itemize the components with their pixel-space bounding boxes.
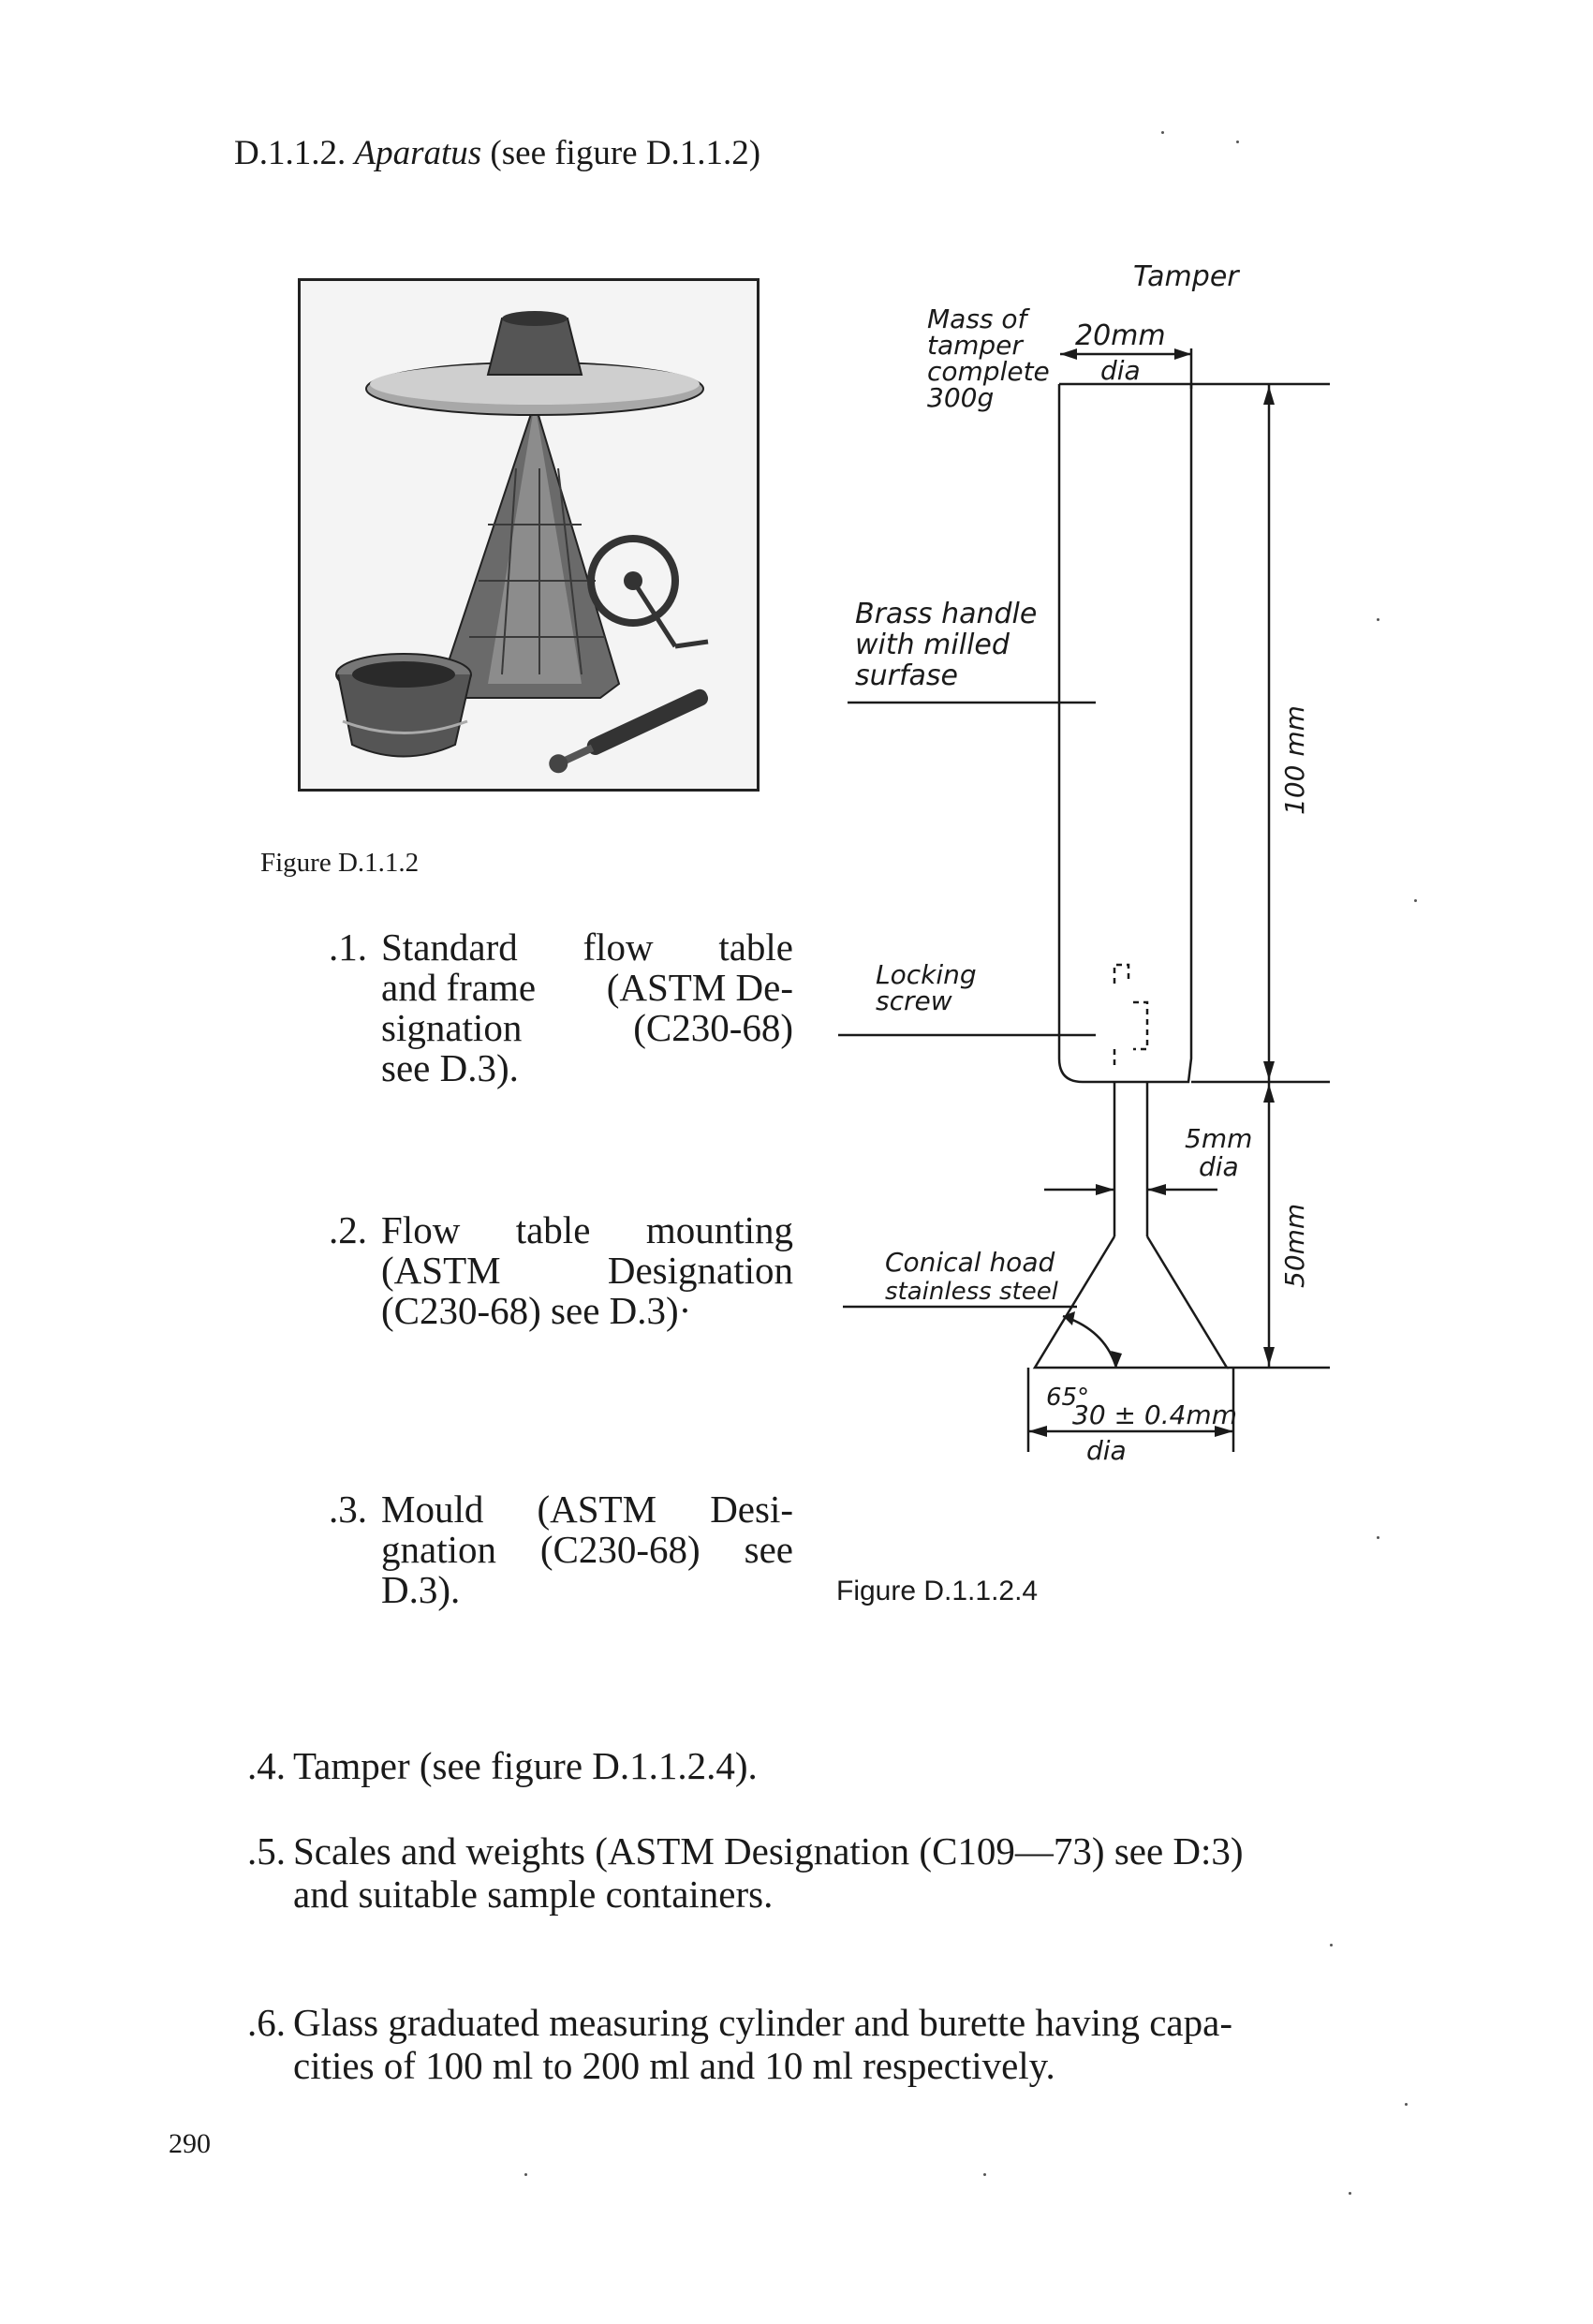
list-item-word: mounting: [645, 1208, 793, 1251]
list-item-text: Tamper (see figure D.1.1.2.4).: [293, 1744, 758, 1787]
list-item: [302, 1210, 798, 1351]
diagram-caption: Figure D.1.1.2.4: [836, 1576, 1039, 1606]
apparatus-photo: [298, 278, 760, 792]
list-item-word: (C230-68): [633, 1006, 793, 1049]
locking-label: screw: [876, 985, 952, 1016]
list-item: [302, 1489, 798, 1611]
list-item-word: gnation: [381, 1528, 496, 1571]
section-heading: [234, 133, 760, 173]
angle-label: 65°: [1046, 1384, 1090, 1412]
list-item-word: table: [515, 1208, 591, 1251]
list-item-word: see: [744, 1528, 793, 1571]
list-item-word: Standard: [381, 925, 518, 969]
list-item: [302, 927, 798, 1096]
handle-label: Brass handle: [855, 598, 1038, 630]
length-100-label: 100 mm: [1279, 705, 1310, 815]
list-item-line: Glass graduated measuring cylinder and burette having capa-: [293, 2001, 1232, 2044]
list-item-number: .1.: [329, 925, 367, 969]
section-figure-ref: (see figure D.1.1.2): [490, 134, 761, 172]
list-item-word: see D.3).: [381, 1046, 519, 1089]
list-item-word: Flow: [381, 1208, 461, 1251]
list-item-word: Desi-: [710, 1488, 793, 1531]
mass-label: 300g: [927, 382, 995, 413]
list-item-number: .3.: [329, 1488, 367, 1531]
list-item-number: .4.: [247, 1744, 286, 1787]
section-number: D.1.1.2.: [234, 134, 347, 172]
top-dia-label: dia: [1100, 355, 1141, 386]
list-item-number: .2.: [329, 1208, 367, 1251]
list-item-word: signation: [381, 1006, 523, 1049]
list-item-word: Mould: [381, 1488, 484, 1531]
mass-label: Mass of: [927, 303, 1027, 334]
shaft-dia-label: 5mm: [1185, 1123, 1253, 1154]
list-item: [229, 1744, 1466, 1791]
list-item: [229, 2001, 1466, 2095]
list-item-word: (ASTM: [381, 1249, 501, 1292]
list-item-line: cities of 100 ml to 200 ml and 10 ml respectively.: [293, 2044, 1055, 2087]
shaft-dia-label: dia: [1199, 1151, 1239, 1182]
head-label: stainless steel: [885, 1278, 1058, 1306]
photo-caption: Figure D.1.1.2: [260, 848, 420, 878]
list-item: [229, 1829, 1466, 1923]
page-number: 290: [169, 2128, 211, 2159]
base-dia-label: dia: [1086, 1435, 1127, 1466]
handle-label: with milled: [855, 629, 1010, 661]
list-item-line: and suitable sample containers.: [293, 1873, 774, 1916]
base-dia-label: 30 ± 0.4mm: [1072, 1399, 1237, 1430]
list-item-word: flow: [583, 925, 654, 969]
list-item-word: table: [718, 925, 793, 969]
section-title: Aparatus: [354, 134, 482, 172]
list-item-word: Designation: [607, 1249, 793, 1292]
handle-label: surfase: [855, 659, 959, 692]
mass-label: complete: [927, 356, 1050, 387]
list-item-word: and frame: [381, 966, 537, 1009]
list-item-word: (ASTM: [537, 1488, 657, 1531]
length-50-label: 50mm: [1279, 1203, 1310, 1288]
list-item-word: D.3).: [381, 1568, 461, 1611]
mass-label: tamper: [927, 330, 1023, 361]
list-item-number: .5.: [247, 1829, 286, 1873]
tamper-diagram: [824, 244, 1349, 1555]
list-item-word: (C230-68) see D.3)·: [381, 1289, 692, 1332]
list-item-number: .6.: [247, 2001, 286, 2044]
tamper-label: Tamper: [1133, 260, 1239, 293]
locking-label: Locking: [876, 959, 977, 990]
top-dia-label: 20mm: [1075, 319, 1166, 352]
list-item-line: Scales and weights (ASTM Designation (C109—73) see D:3): [293, 1829, 1244, 1873]
head-label: Conical hoad: [885, 1247, 1055, 1278]
list-item-word: (C230-68): [539, 1528, 701, 1571]
list-item-word: (ASTM De-: [606, 966, 793, 1009]
